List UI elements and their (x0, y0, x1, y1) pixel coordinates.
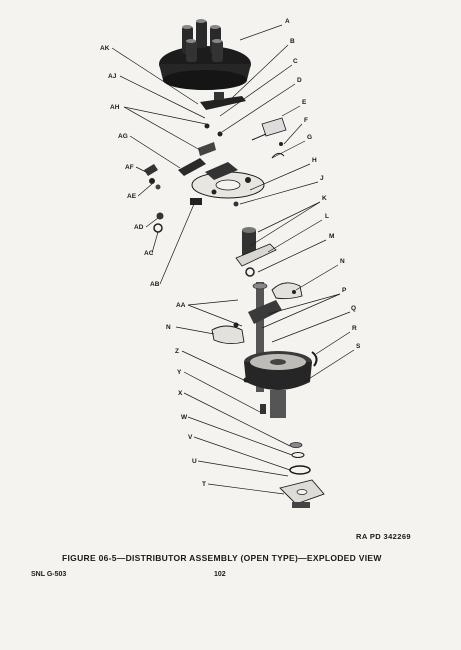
distributor-housing (244, 351, 317, 418)
callout-af: AF (125, 164, 134, 171)
cam-assembly (236, 227, 276, 276)
callout-aj: AJ (108, 73, 117, 80)
callout-t: T (202, 481, 206, 488)
callout-l: L (325, 213, 329, 220)
page-number: 102 (214, 571, 226, 578)
advance-weight-lower (212, 323, 244, 344)
callout-s: S (356, 343, 361, 350)
callout-e: E (302, 99, 307, 106)
callout-b: B (290, 38, 295, 45)
callout-ak: AK (100, 45, 110, 52)
callout-n-upper: N (340, 258, 345, 265)
callout-x: X (178, 390, 183, 397)
callout-m: M (329, 233, 335, 240)
callout-j: J (320, 175, 324, 182)
callout-ah: AH (110, 104, 120, 111)
callout-w: W (181, 414, 188, 421)
callout-k: K (322, 195, 327, 202)
breaker-plate (192, 162, 264, 198)
figure-caption: FIGURE 06-5—DISTRIBUTOR ASSEMBLY (OPEN TYPE)—EXPLODED VIEW (62, 553, 382, 563)
manual-number: SNL G-503 (31, 571, 67, 578)
callout-z: Z (175, 348, 179, 355)
callout-aa: AA (176, 302, 186, 309)
callout-labels (100, 18, 361, 488)
advance-weight-upper (272, 283, 302, 299)
distributor-cap (159, 19, 251, 90)
callout-n-lower: N (166, 324, 171, 331)
rotor (200, 92, 246, 110)
callout-ab: AB (150, 281, 160, 288)
callout-ag: AG (118, 133, 128, 140)
callout-u: U (192, 458, 197, 465)
callout-ac: AC (144, 250, 154, 257)
callout-a: A (285, 18, 290, 25)
callout-r: R (352, 325, 357, 332)
callout-ad: AD (134, 224, 144, 231)
condenser (252, 118, 286, 158)
callout-f: F (304, 117, 308, 124)
shaft-end-parts (280, 443, 324, 509)
callout-d: D (297, 77, 302, 84)
callout-v: V (188, 434, 193, 441)
leader-lines (112, 25, 357, 494)
callout-q: Q (351, 305, 357, 312)
callout-c: C (293, 58, 298, 65)
callout-p: P (342, 287, 347, 294)
figure-reference: RA PD 342269 (356, 532, 411, 541)
callout-ae: AE (127, 193, 137, 200)
callout-g: G (307, 134, 313, 141)
callout-y: Y (177, 369, 182, 376)
callout-h: H (312, 157, 317, 164)
